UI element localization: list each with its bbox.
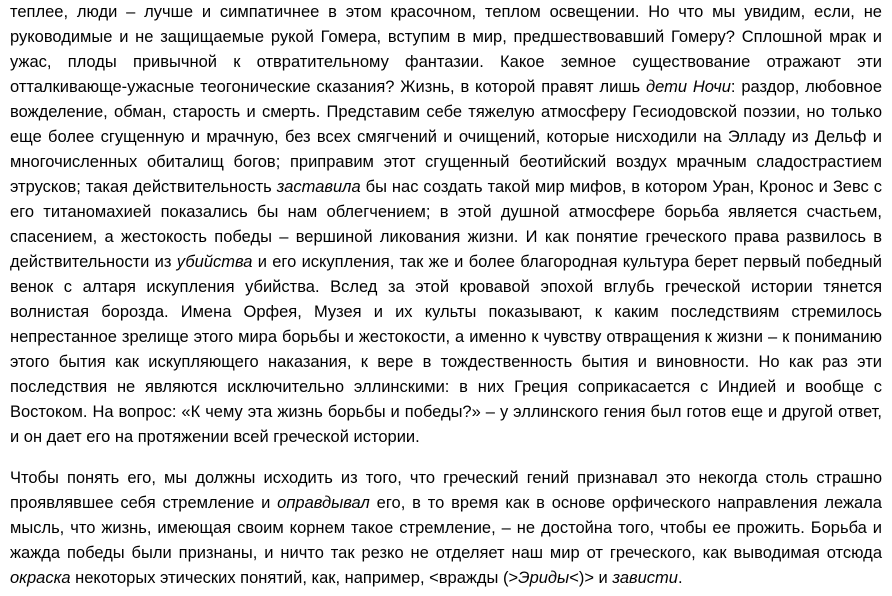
emphasized-text: окраска xyxy=(10,569,71,587)
body-text: <)> и xyxy=(569,569,613,587)
emphasized-text: Эриды xyxy=(518,569,570,587)
emphasized-text: зависти xyxy=(612,569,678,587)
emphasized-text: убийства xyxy=(176,253,253,271)
body-text: : раздор, любовное вожделение, обман, старость и смерть. Представим себе тяжелую атмосферу Гесиодовской поэзии, но только еще более сгущенную и мрачную, без всех смягчений и очищений, которые нисходили на Элладу из Дельф и многочисленных обиталищ богов; приправим этот сгущенный беотийский воздух мрачным сладострастием этрусков; такая действительность xyxy=(10,78,882,196)
emphasized-text: заставила xyxy=(276,178,361,196)
body-text: его, в то время как в основе орфического направления лежала мысль, что жизнь, имеющая своим корнем такое стремление, – не достойна того, чтобы ее прожить. Борьба и жажда победы были признаны, и ничто так резко не отделяет наш мир от греческого, как выводимая отсюда xyxy=(10,494,882,562)
body-text: и его искупления, так же и более благородная культура берет первый победный венок с алтаря искупления убийства. Вслед за этой кровавой эпохой вглубь греческой истории тянется волнистая борозда. Имена Орфея, Музея и их культы показывают, к каким последствиям стремилось непрестанное зрелище этого мира борьбы и жестокости, а именно к чувству отвращения к жизни – к пониманию этого бытия как искупляющего наказания, к вере в тождественность бытия и виновности. Но как раз эти последствия не являются исключительно эллинскими: в них Греция соприкасается с Индией и вообще с Востоком. На вопрос: «К чему эта жизнь борьбы и победы?» – у эллинского гения был готов еще и другой ответ, и он дает его на протяжении всей греческой истории. xyxy=(10,253,882,446)
body-text: Чтобы понять его, мы должны исходить из того, что греческий гений признавал это некогда столь страшно проявлявшее себя стремление и xyxy=(10,469,882,512)
paragraph-container xyxy=(10,0,882,591)
paragraph xyxy=(10,0,882,450)
body-text: теплее, люди – лучше и симпатичнее в этом красочном, теплом освещении. Но что мы увидим, если, не руководимые и не защищаемые рукой Гомера, вступим в мир, предшествовавший Гомеру? Сплошной мрак и ужас, плоды привычной к отвратительному фантазии. Какое земное существование отражают эти отталкивающе-ужасные теогонические сказания? Жизнь, в которой правят лишь xyxy=(10,3,882,96)
body-text: . xyxy=(677,569,683,587)
body-text: бы нас создать такой мир мифов, в котором Уран, Кронос и Зевс с его титаномахией показались бы нам облегчением; в этой душной атмосфере борьба является счастьем, спасением, а жестокость победы – вершиной ликования жизни. И как понятие греческого права развилось в действительности из xyxy=(10,178,883,271)
emphasized-text: оправдывал xyxy=(277,494,370,512)
emphasized-text: дети Ночи xyxy=(645,78,731,96)
paragraph xyxy=(10,466,882,591)
body-text: некоторых этических понятий, как, например, <вражды (> xyxy=(70,569,519,587)
